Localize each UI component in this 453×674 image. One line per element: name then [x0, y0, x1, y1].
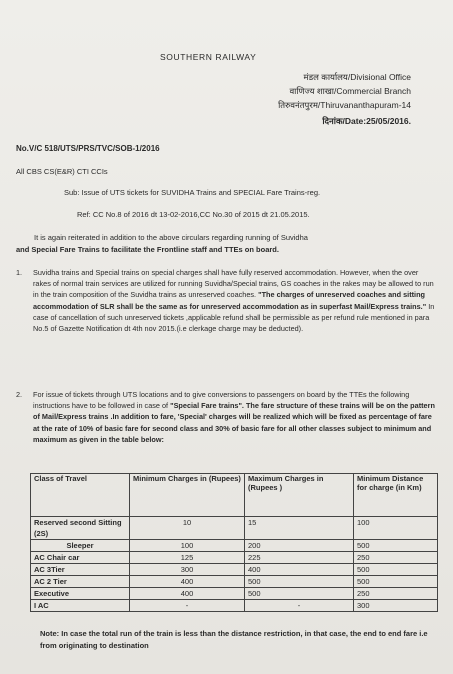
- header-min-distance: Minimum Distance for charge (in Km): [354, 474, 438, 517]
- cell-distance: 250: [354, 552, 438, 564]
- cell-class: Executive: [31, 588, 130, 600]
- point-1: [16, 267, 436, 334]
- cell-class: Reserved second Sitting (2S): [31, 517, 130, 540]
- cell-distance: 250: [354, 588, 438, 600]
- intro-paragraph: [16, 232, 416, 255]
- cell-class: I AC: [31, 600, 130, 612]
- table-row: [31, 564, 438, 576]
- organisation-heading: SOUTHERN RAILWAY: [160, 52, 257, 62]
- office-line-branch: वाणिज्य शाखा/Commercial Branch: [289, 86, 411, 96]
- cell-class: AC 3Tier: [31, 564, 130, 576]
- intro-line-2: and Special Fare Trains to facilitate the Frontline staff and TTEs on board.: [16, 244, 279, 254]
- cell-max: 500: [245, 576, 354, 588]
- table-header-row: [31, 474, 438, 517]
- cell-min: 100: [130, 540, 245, 552]
- note-text: Note: In case the total run of the train is less than the distance restriction, in that case, the end to end fare i.e from originating to destination: [40, 629, 428, 650]
- references-line: Ref: CC No.8 of 2016 dt 13-02-2016,CC No.30 of 2015 dt 21.05.2015.: [77, 210, 310, 219]
- cell-max: 225: [245, 552, 354, 564]
- cell-max: -: [245, 600, 354, 612]
- office-line-location: तिरुवनंतपुरम/Thiruvananthapuram-14: [278, 100, 411, 110]
- cell-min: 400: [130, 588, 245, 600]
- cell-max: 500: [245, 588, 354, 600]
- cell-max: 200: [245, 540, 354, 552]
- point-1-text-c: In case of cancellation of such unreserved tickets ,applicable refund shall be permissible as per refund rule mentioned in para No.5 of Gazette Notification dt 4th nov 2015.(i.e clerkage charge may be deducted).: [33, 301, 435, 334]
- table-row: [31, 600, 438, 612]
- special-charges-table: [30, 473, 438, 612]
- header-min-charge: Minimum Charges in (Rupees): [130, 474, 245, 517]
- cell-min: 10: [130, 517, 245, 540]
- cell-distance: 300: [354, 600, 438, 612]
- table-row: [31, 576, 438, 588]
- cell-max: 15: [245, 517, 354, 540]
- subject-line: Sub: Issue of UTS tickets for SUVIDHA Trains and SPECIAL Fare Trains-reg.: [64, 188, 321, 197]
- header-class: Class of Travel: [31, 474, 130, 517]
- cell-max: 400: [245, 564, 354, 576]
- cell-min: -: [130, 600, 245, 612]
- cell-min: 400: [130, 576, 245, 588]
- cell-min: 125: [130, 552, 245, 564]
- cell-distance: 100: [354, 517, 438, 540]
- point-number: 1.: [16, 268, 23, 277]
- cell-distance: 500: [354, 540, 438, 552]
- point-1-text-b: "The charges of unreserved coaches and sitting accommodation of SLR shall be the same as for unreserved accommodation as in superfast Mail/Express trains.": [33, 290, 427, 311]
- point-1-text-a: Suvidha trains and Special trains on special charges shall have fully reserved accommodation. However, when the over rakes of normal train services are utilized for running Suvidha/Special trains, GS coaches in the rakes may be allowed to run in the train composition of the Suvidha trains as unreserved coaches.: [33, 268, 434, 300]
- cell-min: 300: [130, 564, 245, 576]
- reference-number: No.V/C 518/UTS/PRS/TVC/SOB-1/2016: [16, 144, 160, 153]
- table-row: [31, 588, 438, 600]
- point-2: [16, 389, 436, 445]
- point-2-text-b: "Special Fare trains". The fare structure of these trains will be on the pattern of Mail/Express trains .In addition to fare, 'Special' charges will be realized which will be fixed as percentage of fare at the rate of 10% of basic fare for second class and 30% of basic fare for all other classes subject to minimum and maximum as given in the table below:: [33, 401, 435, 444]
- table-row: [31, 552, 438, 564]
- point-2-text-a: For issue of tickets through UTS locations and to give conversions to passengers on board by the TTEs the following instructions have to be followed in case of: [33, 390, 410, 411]
- table-row: [31, 540, 438, 552]
- intro-line-1: It is again reiterated in addition to the above circulars regarding running of Suvidha: [34, 233, 308, 242]
- cell-class: AC Chair car: [31, 552, 130, 564]
- office-line-date: दिनांक/Date:25/05/2016.: [322, 116, 411, 126]
- cell-class: AC 2 Tier: [31, 576, 130, 588]
- header-max-charge: Maximum Charges in (Rupees ): [245, 474, 354, 517]
- cell-class: Sleeper: [31, 540, 130, 552]
- addressee: All CBS CS(E&R) CTI CCIs: [16, 167, 108, 176]
- point-number: 2.: [16, 390, 23, 399]
- table-row: [31, 517, 438, 540]
- office-line-divisional: मंडल कार्यालय/Divisional Office: [303, 72, 411, 82]
- cell-distance: 500: [354, 564, 438, 576]
- cell-distance: 500: [354, 576, 438, 588]
